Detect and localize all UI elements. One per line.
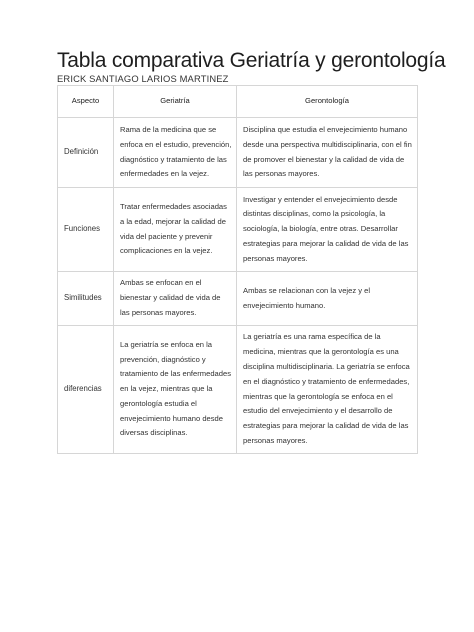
header-geriatria: Geriatría bbox=[114, 86, 237, 118]
table-header-row bbox=[58, 86, 418, 118]
aspect-label: Funciones bbox=[64, 224, 100, 234]
gerontologia-cell bbox=[237, 188, 418, 272]
geriatria-text: La geriatría se enfoca en la prevención, diagnóstico y tratamiento de las enfermedades en la vejez, mientras que la gerontología estudia el envejecimiento humano desde diversas disciplinas. bbox=[120, 339, 232, 438]
geriatria-text: Ambas se enfocan en el bienestar y calidad de vida de las personas mayores. bbox=[120, 278, 221, 317]
gerontologia-text: La geriatría es una rama específica de la medicina, mientras que la gerontología es una disciplina multidisciplinaria. La geriatría se enfoca en el diagnóstico y tratamiento de enfermedades, mientras que la gerontología se enfoca en el estudio del envejecimiento y el desarrollo de estrategias para mejorar la calidad de vida de las personas mayores. bbox=[243, 332, 410, 445]
gerontologia-cell bbox=[237, 326, 418, 454]
aspect-label: Similitudes bbox=[64, 293, 102, 303]
header-gerontologia: Gerontología bbox=[237, 86, 418, 118]
aspect-cell bbox=[58, 118, 114, 188]
gerontologia-text: Ambas se relacionan con la vejez y el envejecimiento humano. bbox=[243, 285, 371, 310]
table-row bbox=[58, 272, 418, 326]
comparison-table bbox=[57, 85, 418, 454]
aspect-label: diferencias bbox=[64, 384, 102, 394]
author-name: ERICK SANTIAGO LARIOS MARTINEZ bbox=[57, 73, 229, 84]
table-row bbox=[58, 188, 418, 272]
geriatria-cell bbox=[114, 272, 237, 326]
document-title: Tabla comparativa Geriatría y gerontología bbox=[57, 49, 446, 72]
gerontologia-cell bbox=[237, 272, 418, 326]
aspect-label: Definición bbox=[64, 147, 99, 157]
header-aspecto: Aspecto bbox=[58, 86, 114, 118]
aspect-cell bbox=[58, 326, 114, 454]
geriatria-cell bbox=[114, 188, 237, 272]
gerontologia-text: Disciplina que estudia el envejecimiento humano desde una perspectiva multidisciplinaria, con el fin de promover el bienestar y la calidad de vida de las personas mayores. bbox=[243, 124, 412, 179]
gerontologia-text: Investigar y entender el envejecimiento desde distintas disciplinas, como la psicología, la sociología, la biología, entre otras. Desarrollar estrategias para mejorar la calidad de vida de las personas mayores. bbox=[243, 194, 409, 263]
table-row bbox=[58, 118, 418, 188]
geriatria-cell bbox=[114, 118, 237, 188]
table-row bbox=[58, 326, 418, 454]
geriatria-text: Tratar enfermedades asociadas a la edad, mejorar la calidad de vida del paciente y prevenir complicaciones en la vejez. bbox=[120, 201, 227, 256]
aspect-cell bbox=[58, 272, 114, 326]
geriatria-text: Rama de la medicina que se enfoca en el estudio, prevención, diagnóstico y tratamiento de las enfermedades en la vejez. bbox=[120, 124, 232, 179]
gerontologia-cell bbox=[237, 118, 418, 188]
aspect-cell bbox=[58, 188, 114, 272]
geriatria-cell bbox=[114, 326, 237, 454]
